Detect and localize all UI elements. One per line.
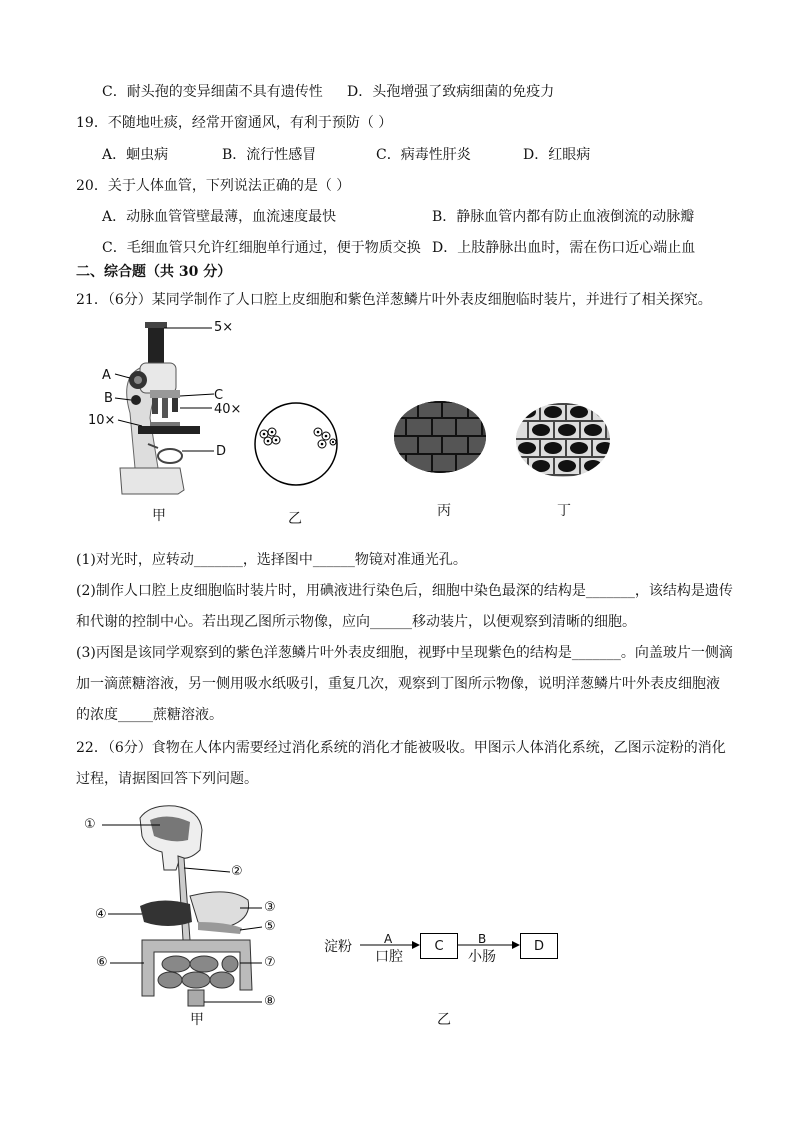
flow-box-d <box>520 933 558 959</box>
organ-number-5: ⑤ <box>264 919 276 934</box>
flow-box-d-label: D <box>533 938 544 954</box>
caption-yi-flow: 乙 <box>437 1012 451 1028</box>
label-d: D <box>216 444 227 459</box>
organ-number-2: ② <box>231 864 243 879</box>
q21-part2-line2: 和代谢的控制中心。若出现乙图所示物像，应向______移动装片，以便观察到清晰的细胞。 <box>76 614 636 630</box>
q21-part3-line1: (3)丙图是该同学观察到的紫色洋葱鳞片叶外表皮细胞，视野中呈现紫色的结构是_______。向盖玻片一侧滴 <box>76 645 733 661</box>
q20-stem: 20．关于人体血管，下列说法正确的是（ ） <box>76 178 351 194</box>
onion-cells-figure <box>392 400 488 474</box>
organ-number-4: ④ <box>95 907 107 922</box>
caption-jia: 甲 <box>152 508 166 524</box>
q19-option-c: C．病毒性肝炎 <box>376 147 471 163</box>
q22-stem-line1: 22．（6分）食物在人体内需要经过消化系统的消化才能被吸收。甲图示人体消化系统，乙图示淀粉的消化 <box>76 740 726 756</box>
caption-ding: 丁 <box>557 503 571 519</box>
q20-option-a: A．动脉血管管壁最薄，血流速度最快 <box>102 209 337 225</box>
section-title: 二、综合题（共 30 分） <box>76 264 232 280</box>
field-of-view-figure <box>252 400 340 488</box>
q19-option-b: B．流行性感冒 <box>222 147 317 163</box>
q18-option-d: D．头孢增强了致病细菌的免疫力 <box>347 84 555 100</box>
flow-label-b: B <box>478 932 487 946</box>
q21-part3-line2: 加一滴蔗糖溶液，另一侧用吸水纸吸引，重复几次，观察到丁图所示物像，说明洋葱鳞片叶外表皮细胞液 <box>76 676 720 692</box>
caption-jia-digestive: 甲 <box>190 1012 204 1028</box>
flow-site-small-intestine: 小肠 <box>468 949 496 965</box>
q21-part1: (1)对光时，应转动_______，选择图中______物镜对准通光孔。 <box>76 552 467 568</box>
organ-number-1: ① <box>84 817 96 832</box>
q19-stem: 19．不随地吐痰，经常开窗通风，有利于预防（ ） <box>76 115 393 131</box>
organ-number-8: ⑧ <box>264 994 276 1009</box>
flow-label-a: A <box>384 932 393 946</box>
flow-box-c <box>420 933 458 959</box>
plasmolysis-figure <box>514 402 612 478</box>
q21-stem: 21．（6分）某同学制作了人口腔上皮细胞和紫色洋葱鳞片叶外表皮细胞临时装片，并进行了相关探究。 <box>76 292 712 308</box>
flow-site-mouth: 口腔 <box>375 949 403 965</box>
caption-yi: 乙 <box>288 511 302 527</box>
label-c: C <box>214 388 224 403</box>
q21-part2-line1: (2)制作人口腔上皮细胞临时装片时，用碘液进行染色后，细胞中染色最深的结构是_______，该结构是遗传 <box>76 583 733 599</box>
label-a: A <box>102 368 111 383</box>
digestive-system-figure <box>80 800 290 1020</box>
flow-start-starch: 淀粉 <box>324 939 352 955</box>
organ-number-3: ③ <box>264 900 276 915</box>
q18-option-c: C．耐头孢的变异细菌不具有遗传性 <box>102 84 323 100</box>
q20-option-b: B．静脉血管内都有防止血液倒流的动脉瓣 <box>432 209 695 225</box>
q19-option-d: D．红眼病 <box>523 147 591 163</box>
caption-bing: 丙 <box>437 503 451 519</box>
q22-stem-line2: 过程，请据图回答下列问题。 <box>76 771 258 787</box>
q19-option-a: A．蛔虫病 <box>102 147 169 163</box>
q20-option-c: C．毛细血管只允许红细胞单行通过，便于物质交换 <box>102 240 421 256</box>
q21-part3-line3: 的浓度_____蔗糖溶液。 <box>76 707 223 723</box>
label-10x: 10× <box>88 413 116 428</box>
flow-box-c-label: C <box>434 938 444 954</box>
label-40x: 40× <box>214 402 242 417</box>
q20-option-d: D．上肢静脉出血时，需在伤口近心端止血 <box>432 240 696 256</box>
organ-number-6: ⑥ <box>96 955 108 970</box>
label-5x: 5× <box>214 320 234 335</box>
label-b: B <box>104 391 113 406</box>
organ-number-7: ⑦ <box>264 955 276 970</box>
